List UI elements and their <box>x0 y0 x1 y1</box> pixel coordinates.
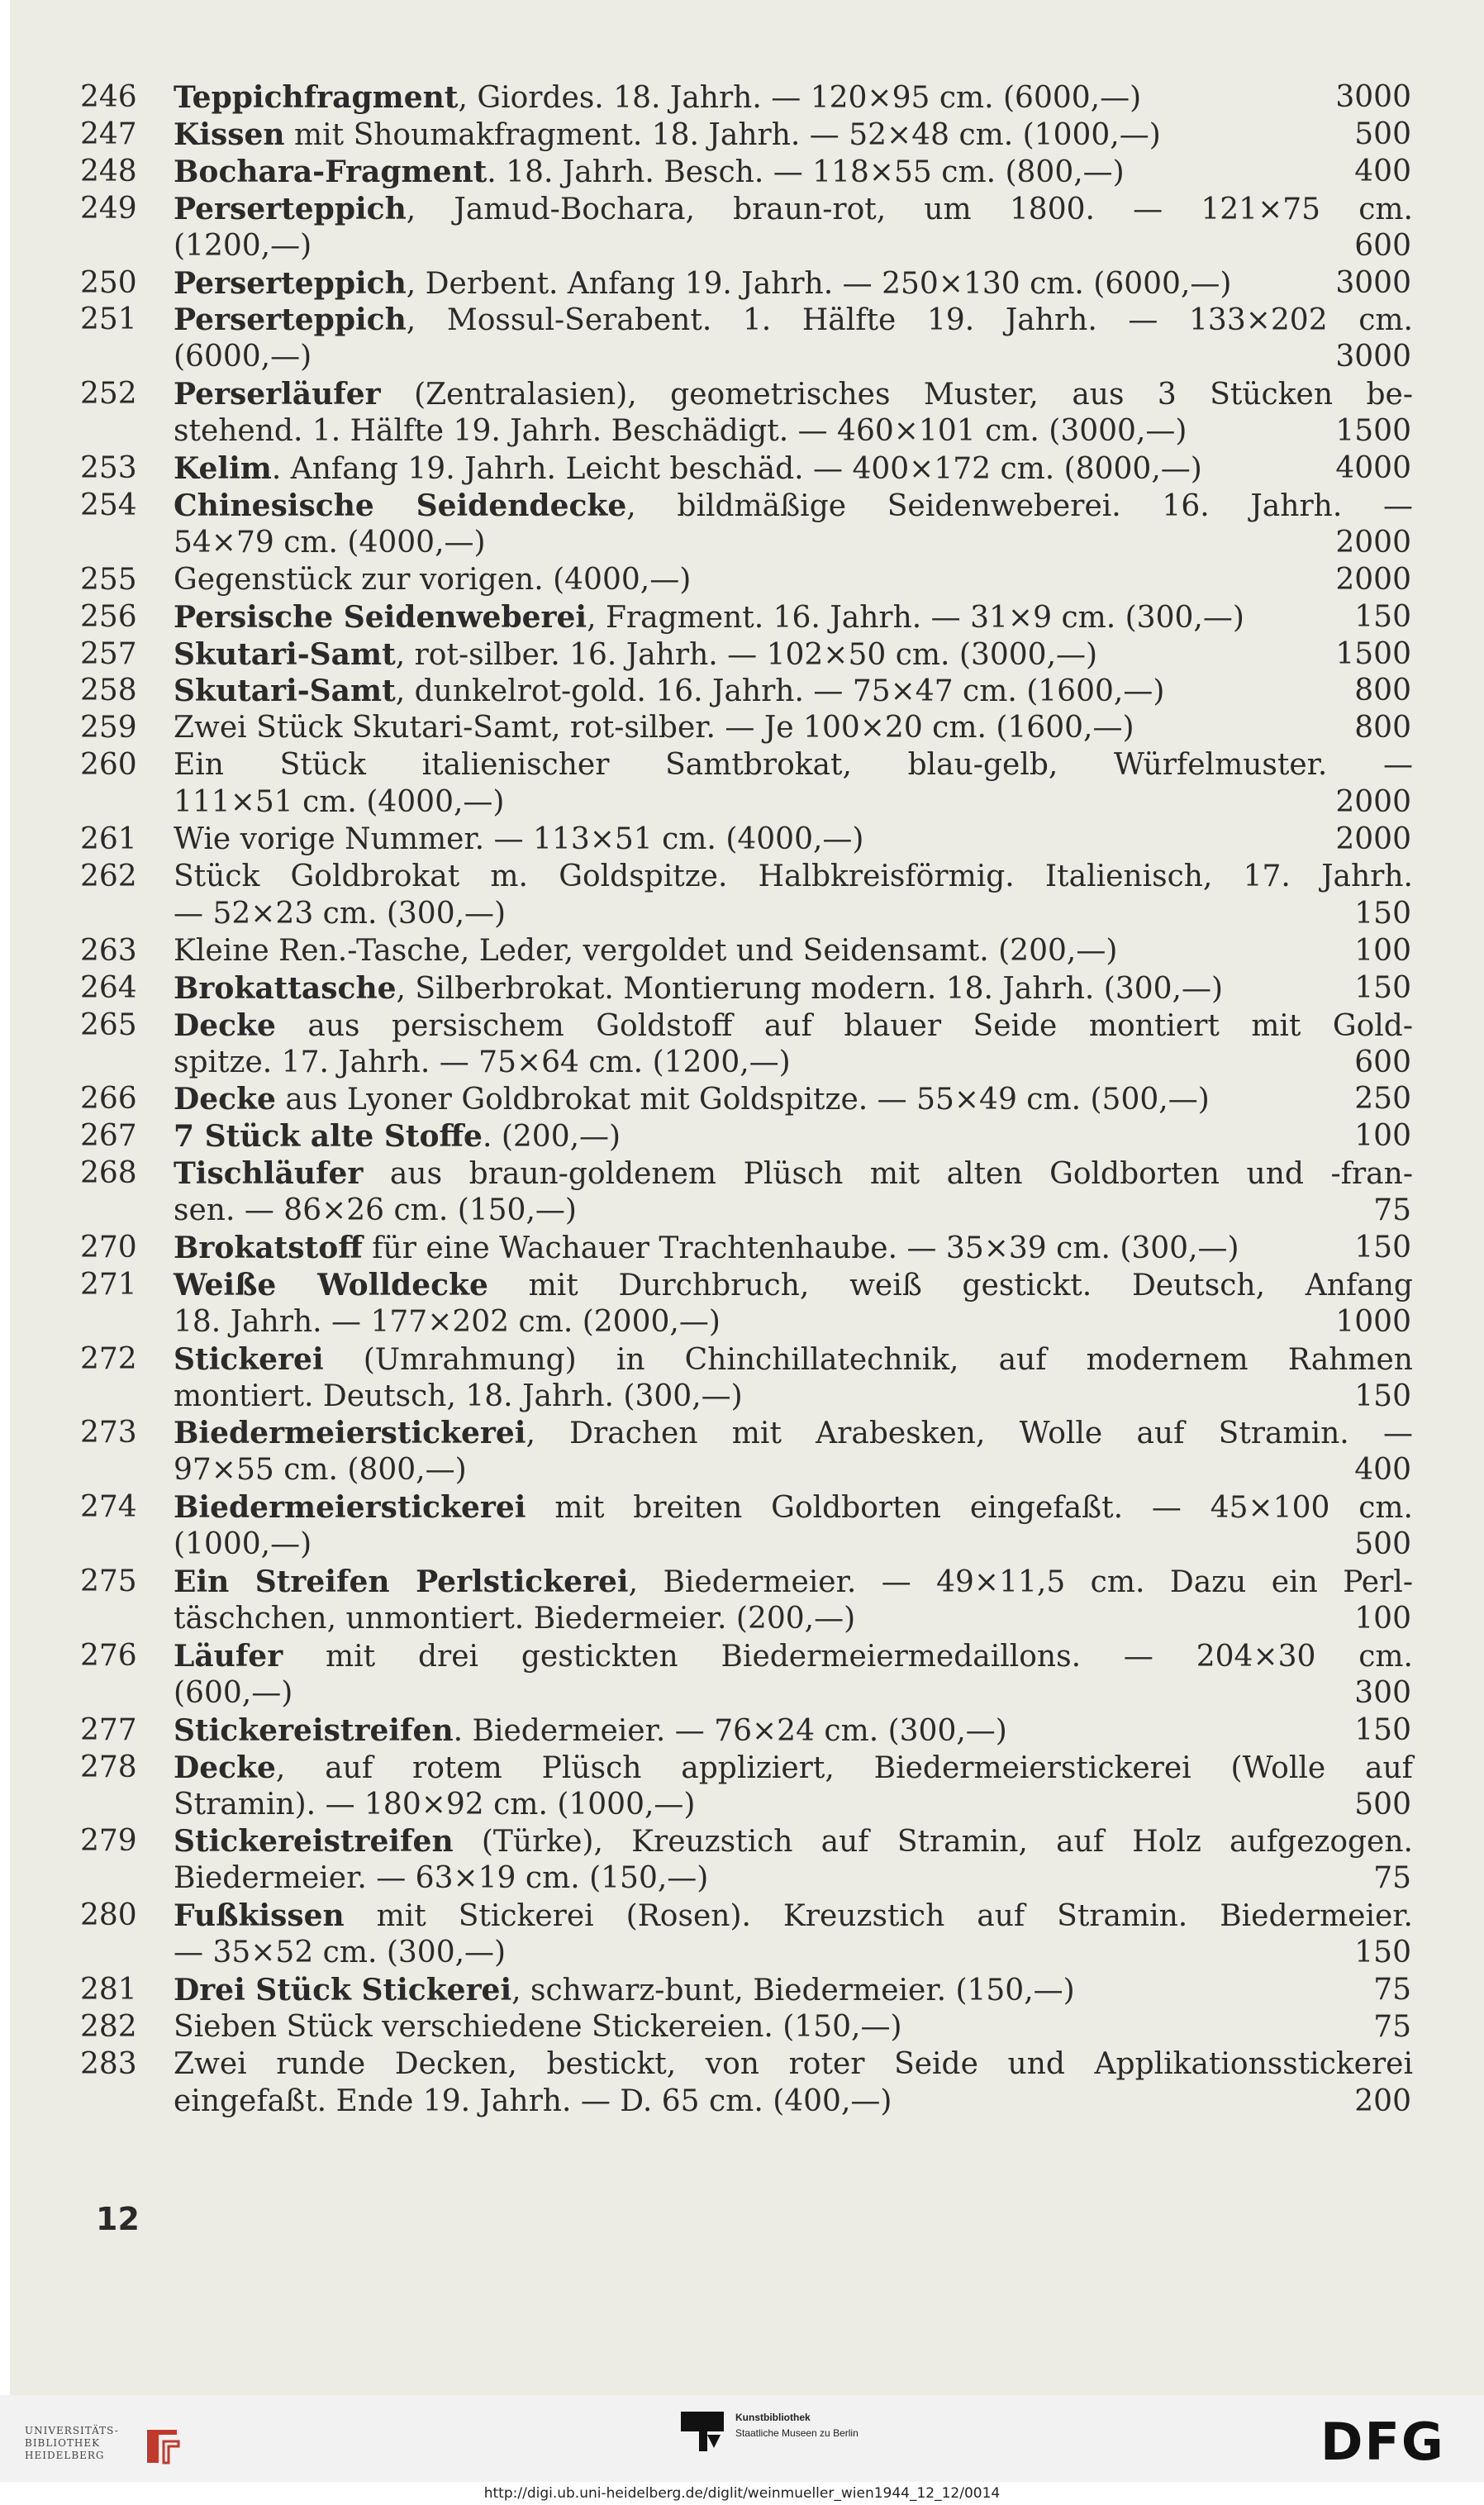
lot-text: spitze. 17. Jahrh. — 75×64 cm. (1200,—) <box>174 1045 791 1079</box>
lot-description-line <box>174 1304 721 1341</box>
lot-description-line <box>174 79 1141 116</box>
catalog-entry <box>10 117 1484 154</box>
kunstbibliothek-subtitle: Staatliche Museen zu Berlin <box>735 2427 859 2439</box>
catalog-entry <box>10 562 1484 599</box>
lot-description-line <box>174 1081 1210 1117</box>
lot-text: , Biedermeier. — 49×11,5 cm. Dazu ein Perl- <box>628 1565 1413 1599</box>
lot-description-line <box>174 636 1097 673</box>
catalog-entry <box>10 1267 1484 1341</box>
lot-description-line <box>174 2084 892 2120</box>
lot-title: Kissen <box>174 117 285 152</box>
lot-description-line <box>174 1526 312 1563</box>
lot-description-line <box>174 1898 1413 1934</box>
lot-estimate-price: 150 <box>1354 1936 1411 1969</box>
lot-title: Tischläufer <box>174 1156 364 1191</box>
lot-description-line <box>174 1935 506 1971</box>
lot-number: 267 <box>80 1119 137 1153</box>
lot-text: mit breiten Goldborten eingefaßt. — 45×100 cm. <box>526 1491 1413 1525</box>
lot-text: Ein Stück italienischer Samtbrokat, blau-gelb, Würfelmuster. — <box>174 748 1413 782</box>
lot-title: Kelim <box>174 451 272 486</box>
lot-estimate-price: 75 <box>1373 2010 1411 2044</box>
lot-description-line <box>174 1712 1007 1749</box>
lot-estimate-price: 2000 <box>1335 526 1411 560</box>
ub-emblem-icon <box>140 2425 183 2468</box>
lot-text: 18. Jahrh. — 177×202 cm. (2000,—) <box>174 1305 721 1339</box>
lot-text: , schwarz-bunt, Biedermeier. (150,—) <box>511 1974 1075 2007</box>
lot-text: Stück Goldbrokat m. Goldspitze. Halbkreisförmig. Italienisch, 17. Jahrh. <box>174 860 1413 893</box>
lot-text: montiert. Deutsch, 18. Jahrh. (300,—) <box>174 1379 743 1413</box>
lot-description-line <box>174 896 506 932</box>
lot-description-line <box>174 265 1231 302</box>
lot-description-line <box>174 1045 791 1081</box>
lot-text: täschchen, unmontiert. Biedermeier. (200,—) <box>174 1602 856 1636</box>
lot-estimate-price: 800 <box>1354 711 1411 745</box>
lot-estimate-price: 3000 <box>1335 80 1411 114</box>
catalog-entry <box>10 1415 1484 1489</box>
lot-description-line <box>174 673 1164 709</box>
scanned-page <box>10 0 1484 2395</box>
lot-title: Decke <box>174 1750 276 1785</box>
lot-description-line <box>174 1972 1075 2008</box>
lot-text: (Türke), Kreuzstich auf Stramin, auf Holz aufgezogen. <box>453 1825 1413 1859</box>
lot-title: Weiße Wolldecke <box>174 1268 488 1303</box>
lot-number: 254 <box>80 488 137 522</box>
lot-description-line <box>174 154 1125 190</box>
lot-estimate-price: 2000 <box>1335 822 1411 856</box>
catalog-entry <box>10 191 1484 265</box>
lot-estimate-price: 250 <box>1354 1082 1411 1116</box>
lot-number: 259 <box>80 711 137 745</box>
lot-description-line <box>174 1750 1413 1786</box>
lot-title: Decke <box>174 1008 276 1043</box>
catalog-entry <box>10 376 1484 450</box>
lot-title: Perserteppich <box>174 192 407 226</box>
lot-description-line <box>174 710 1134 746</box>
catalog-entry <box>10 970 1484 1007</box>
lot-text: — 52×23 cm. (300,—) <box>174 897 507 931</box>
lot-description-line <box>174 302 1413 338</box>
lot-title: Persische Seidenweberei <box>174 600 587 635</box>
lot-number: 258 <box>80 674 137 707</box>
lot-title: Chinesische Seidendecke <box>174 488 627 523</box>
lot-description-line <box>174 1415 1413 1451</box>
catalog-entry <box>10 1341 1484 1416</box>
lot-estimate-price: 150 <box>1354 1231 1411 1264</box>
catalog-entry <box>10 2009 1484 2046</box>
page-number: 12 <box>96 2201 140 2237</box>
kunstbibliothek-emblem-icon <box>679 2410 725 2453</box>
lot-number: 283 <box>80 2047 137 2081</box>
lot-description-line <box>174 822 863 858</box>
lot-estimate-price: 300 <box>1354 1676 1411 1710</box>
lot-text: (1200,—) <box>174 229 312 263</box>
lot-number: 270 <box>80 1231 137 1264</box>
lot-text: (Zentralasien), geometrisches Muster, aus 3 Stücken be- <box>380 378 1413 412</box>
lot-title: Skutari-Samt <box>174 674 396 708</box>
catalog-entry <box>10 488 1484 562</box>
lot-title: Perserteppich <box>174 266 407 301</box>
lot-description-line <box>174 1564 1413 1600</box>
lot-description-line <box>174 376 1413 412</box>
lot-estimate-price: 75 <box>1373 1861 1411 1895</box>
lot-text: Gegenstück zur vorigen. (4000,—) <box>174 563 692 597</box>
lot-text: , Jamud-Bochara, braun-rot, um 1800. — 121×75 cm. <box>406 193 1413 226</box>
lot-estimate-price: 150 <box>1354 600 1411 634</box>
lot-estimate-price: 500 <box>1354 117 1411 151</box>
lot-number: 264 <box>80 971 137 1005</box>
lot-title: Bochara-Fragment <box>174 155 488 189</box>
lot-number: 256 <box>80 600 137 634</box>
lot-title: Brokattasche <box>174 971 397 1006</box>
lot-number: 278 <box>80 1750 137 1784</box>
lot-text: , Derbent. Anfang 19. Jahrh. — 250×130 cm. (6000,—) <box>406 267 1232 301</box>
lot-number: 280 <box>80 1898 137 1932</box>
lot-text: mit Stickerei (Rosen). Kreuzstich auf Stramin. Biedermeier. <box>344 1899 1413 1933</box>
catalog-entry <box>10 1155 1484 1230</box>
kunstbibliothek-logo[interactable] <box>679 2407 927 2473</box>
lot-estimate-price: 500 <box>1354 1527 1411 1561</box>
lot-text: Zwei runde Decken, bestickt, von roter Seide und Applikationsstickerei <box>174 2047 1413 2081</box>
ub-logo-line-1: UNIVERSITÄTS- <box>25 2425 119 2436</box>
catalog-entry <box>10 1823 1484 1898</box>
lot-text: . Biedermeier. — 76×24 cm. (300,—) <box>453 1714 1007 1748</box>
lot-text: Stramin). — 180×92 cm. (1000,—) <box>174 1788 696 1822</box>
lot-text: 97×55 cm. (800,—) <box>174 1453 467 1487</box>
lot-text: mit Shoumakfragment. 18. Jahrh. — 52×48 cm. (1000,—) <box>284 118 1161 152</box>
lot-text: (600,—) <box>174 1676 293 1710</box>
lot-text: für eine Wachauer Trachtenhaube. — 35×39 cm. (300,—) <box>362 1231 1239 1265</box>
lot-title: Stickereistreifen <box>174 1824 454 1859</box>
lot-number: 261 <box>80 822 137 856</box>
lot-title: 7 Stück alte Stoffe <box>174 1119 483 1154</box>
lot-description-line <box>174 2009 902 2045</box>
lot-number: 257 <box>80 637 137 671</box>
lot-description-line <box>174 1155 1413 1192</box>
lot-title: Biedermeierstickerei <box>174 1490 526 1525</box>
catalog-entry <box>10 710 1484 747</box>
catalog-entry <box>10 1489 1484 1564</box>
catalog-entry <box>10 450 1484 488</box>
lot-description-line <box>174 450 1202 487</box>
lot-text: . (200,—) <box>482 1120 621 1154</box>
lot-estimate-price: 3000 <box>1335 340 1411 374</box>
lot-text: , auf rotem Plüsch appliziert, Biedermeierstickerei (Wolle auf <box>275 1751 1413 1785</box>
source-url-link[interactable]: http://digi.ub.uni-heidelberg.de/diglit/weinmueller_wien1944_12_12/0014 <box>483 2485 1001 2502</box>
lot-estimate-price: 2000 <box>1335 785 1411 819</box>
lot-estimate-price: 400 <box>1354 1453 1411 1487</box>
lot-text: (6000,—) <box>174 340 312 374</box>
lot-description-line <box>174 2046 1413 2083</box>
lot-description-line <box>174 562 691 598</box>
lot-estimate-price: 100 <box>1354 1602 1411 1636</box>
lot-title: Brokatstoff <box>174 1231 363 1265</box>
catalog-entry <box>10 1118 1484 1155</box>
lot-estimate-price: 150 <box>1354 897 1411 931</box>
lot-text: , Fragment. 16. Jahrh. — 31×9 cm. (300,—) <box>587 601 1244 635</box>
lot-description-line <box>174 1379 743 1415</box>
lot-estimate-price: 500 <box>1354 1788 1411 1822</box>
ub-heidelberg-logo[interactable] <box>25 2425 190 2474</box>
lot-title: Stickerei <box>174 1342 324 1377</box>
lot-estimate-price: 150 <box>1354 1379 1411 1413</box>
lot-title: Biedermeierstickerei <box>174 1416 526 1450</box>
lot-number: 262 <box>80 860 137 893</box>
lot-text: (1000,—) <box>174 1527 312 1561</box>
lot-number: 282 <box>80 2010 137 2044</box>
catalog-entry <box>10 1081 1484 1118</box>
lot-title: Stickereistreifen <box>174 1713 454 1748</box>
lot-number: 271 <box>80 1268 137 1302</box>
lot-text: . 18. Jahrh. Besch. — 118×55 cm. (800,—) <box>487 155 1125 189</box>
lot-description-line <box>174 747 1413 783</box>
lot-estimate-price: 1000 <box>1335 1305 1411 1339</box>
kunstbibliothek-title: Kunstbibliothek <box>735 2412 811 2423</box>
catalog-entry <box>10 822 1484 859</box>
lot-number: 268 <box>80 1156 137 1190</box>
lot-description-line <box>174 1787 695 1823</box>
lot-number: 247 <box>80 117 137 151</box>
lot-description-line <box>174 339 312 375</box>
lot-description-line <box>174 1638 1413 1674</box>
lot-title: Teppichfragment <box>174 80 459 115</box>
catalog-entry <box>10 265 1484 302</box>
lot-description-line <box>174 933 1117 969</box>
lot-text: , Mossul-Serabent. 1. Hälfte 19. Jahrh. — 133×202 cm. <box>406 303 1413 337</box>
lot-text: — 35×52 cm. (300,—) <box>174 1936 507 1969</box>
ub-logo-line-3: HEIDELBERG <box>25 2450 105 2461</box>
lot-text: , bildmäßige Seidenweberei. 16. Jahrh. — <box>626 489 1413 523</box>
catalog-entry <box>10 79 1484 117</box>
lot-title: Perserläufer <box>174 377 381 412</box>
lot-number: 255 <box>80 563 137 597</box>
lot-number: 248 <box>80 155 137 188</box>
ub-logo-line-2: BIBLIOTHEK <box>25 2437 101 2449</box>
catalog-entry <box>10 933 1484 970</box>
lot-description-line <box>174 1675 293 1712</box>
catalog-entry <box>10 1898 1484 1972</box>
catalog-entry <box>10 1972 1484 2009</box>
lot-number: 276 <box>80 1639 137 1673</box>
lot-description-line <box>174 525 486 561</box>
lot-text: , Drachen mit Arabesken, Wolle auf Stramin. — <box>526 1417 1413 1450</box>
lot-title: Fußkissen <box>174 1898 345 1933</box>
lot-number: 246 <box>80 80 137 114</box>
lot-description-line <box>174 784 504 821</box>
lot-text: . Anfang 19. Jahrh. Leicht beschäd. — 400×172 cm. (8000,—) <box>271 452 1202 486</box>
dfg-logo[interactable]: DFG <box>1320 2412 1445 2472</box>
lot-estimate-price: 75 <box>1373 1193 1411 1227</box>
lot-estimate-price: 800 <box>1354 674 1411 707</box>
lot-number: 279 <box>80 1824 137 1858</box>
lot-text: stehend. 1. Hälfte 19. Jahrh. Beschädigt. — 460×101 cm. (3000,—) <box>174 414 1187 448</box>
lot-text: mit Durchbruch, weiß gestickt. Deutsch, Anfang <box>488 1269 1413 1303</box>
lot-number: 277 <box>80 1713 137 1747</box>
catalog-entry <box>10 1564 1484 1638</box>
lot-description-line <box>174 1193 577 1229</box>
lot-text: Biedermeier. — 63×19 cm. (150,—) <box>174 1861 709 1895</box>
catalog-entry <box>10 1712 1484 1750</box>
lot-number: 260 <box>80 748 137 782</box>
lot-description-line <box>174 1452 467 1488</box>
catalog-entry <box>10 673 1484 710</box>
catalog-entry <box>10 154 1484 191</box>
lot-description-line <box>174 488 1413 524</box>
lot-estimate-price: 600 <box>1354 229 1411 263</box>
lot-estimate-price: 100 <box>1354 1119 1411 1153</box>
lot-description-line <box>174 859 1413 895</box>
lot-description-line <box>174 1601 855 1637</box>
lot-estimate-price: 600 <box>1354 1045 1411 1079</box>
lot-text: Sieben Stück verschiedene Stickereien. (150,—) <box>174 2010 902 2044</box>
lot-text: aus Lyoner Goldbrokat mit Goldspitze. — 55×49 cm. (500,—) <box>275 1083 1210 1117</box>
catalog-entry <box>10 2046 1484 2121</box>
lot-title: Läufer <box>174 1639 283 1674</box>
lot-estimate-price: 150 <box>1354 1713 1411 1747</box>
lot-estimate-price: 200 <box>1354 2084 1411 2118</box>
lot-title: Skutari-Samt <box>174 637 396 672</box>
lot-text: , rot-silber. 16. Jahrh. — 102×50 cm. (3000,—) <box>395 638 1098 672</box>
lot-description-line <box>174 1230 1239 1266</box>
lot-text: sen. — 86×26 cm. (150,—) <box>174 1193 577 1227</box>
lot-number: 272 <box>80 1342 137 1376</box>
catalog-entry <box>10 636 1484 674</box>
lot-number: 249 <box>80 192 137 226</box>
lot-description-line <box>174 117 1161 153</box>
catalog-entry <box>10 1750 1484 1824</box>
catalog-entry <box>10 599 1484 636</box>
lot-description-line <box>174 1489 1413 1526</box>
lot-estimate-price: 1500 <box>1335 637 1411 671</box>
lot-estimate-price: 75 <box>1373 1973 1411 2007</box>
lot-number: 253 <box>80 451 137 485</box>
lot-number: 250 <box>80 266 137 300</box>
lot-text: Zwei Stück Skutari-Samt, rot-silber. — Je 100×20 cm. (1600,—) <box>174 711 1134 745</box>
lot-title: Drei Stück Stickerei <box>174 1973 512 2007</box>
catalog-entry <box>10 1007 1484 1082</box>
lot-description-line <box>174 1823 1413 1860</box>
lot-description-line <box>174 599 1244 636</box>
lot-title: Decke <box>174 1082 276 1117</box>
lot-estimate-price: 400 <box>1354 155 1411 188</box>
lot-number: 281 <box>80 1973 137 2007</box>
lot-description-line <box>174 228 312 264</box>
lot-text: (Umrahmung) in Chinchillatechnik, auf modernem Rahmen <box>323 1343 1413 1377</box>
lot-text: aus persischem Goldstoff auf blauer Seide montiert mit Gold- <box>275 1009 1413 1043</box>
lot-text: Kleine Ren.-Tasche, Leder, vergoldet und Seidensamt. (200,—) <box>174 934 1118 968</box>
lot-number: 275 <box>80 1564 137 1598</box>
lot-number: 252 <box>80 377 137 411</box>
lot-title: Ein Streifen Perlstickerei <box>174 1564 629 1599</box>
lot-text: 111×51 cm. (4000,—) <box>174 785 505 819</box>
lot-description-line <box>174 970 1223 1007</box>
lot-text: mit drei gestickten Biedermeiermedaillons. — 204×30 cm. <box>283 1640 1413 1674</box>
lot-description-line <box>174 191 1413 227</box>
catalog-entry <box>10 1638 1484 1712</box>
lot-description-line <box>174 1007 1413 1044</box>
catalog-entry <box>10 1230 1484 1267</box>
lot-text: Wie vorige Nummer. — 113×51 cm. (4000,—) <box>174 822 864 856</box>
lot-text: eingefaßt. Ende 19. Jahrh. — D. 65 cm. (400,—) <box>174 2084 892 2118</box>
lot-title: Perserteppich <box>174 302 407 337</box>
lot-number: 265 <box>80 1008 137 1042</box>
lot-estimate-price: 3000 <box>1335 266 1411 300</box>
lot-text: aus braun-goldenem Plüsch mit alten Goldborten und -fran- <box>363 1157 1413 1191</box>
lot-number: 273 <box>80 1416 137 1450</box>
catalog-entry <box>10 302 1484 376</box>
lot-estimate-price: 4000 <box>1335 451 1411 485</box>
lot-text: , dunkelrot-gold. 16. Jahrh. — 75×47 cm. (1600,—) <box>395 674 1165 708</box>
lot-description-line <box>174 1267 1413 1303</box>
lot-description-line <box>174 1341 1413 1378</box>
lot-description-line <box>174 413 1187 450</box>
lot-estimate-price: 150 <box>1354 971 1411 1005</box>
lot-number: 266 <box>80 1082 137 1116</box>
lot-number: 263 <box>80 934 137 968</box>
lot-text: , Giordes. 18. Jahrh. — 120×95 cm. (6000,—) <box>458 81 1142 115</box>
catalog-entry <box>10 859 1484 933</box>
lot-text: , Silberbrokat. Montierung modern. 18. Jahrh. (300,—) <box>396 972 1224 1006</box>
lot-number: 274 <box>80 1490 137 1524</box>
lot-estimate-price: 2000 <box>1335 563 1411 597</box>
lot-estimate-price: 100 <box>1354 934 1411 968</box>
lot-description-line <box>174 1118 621 1155</box>
lot-text: 54×79 cm. (4000,—) <box>174 526 486 560</box>
catalog-entry <box>10 747 1484 822</box>
lot-description-line <box>174 1860 708 1897</box>
lot-estimate-price: 1500 <box>1335 414 1411 448</box>
lot-number: 251 <box>80 302 137 336</box>
